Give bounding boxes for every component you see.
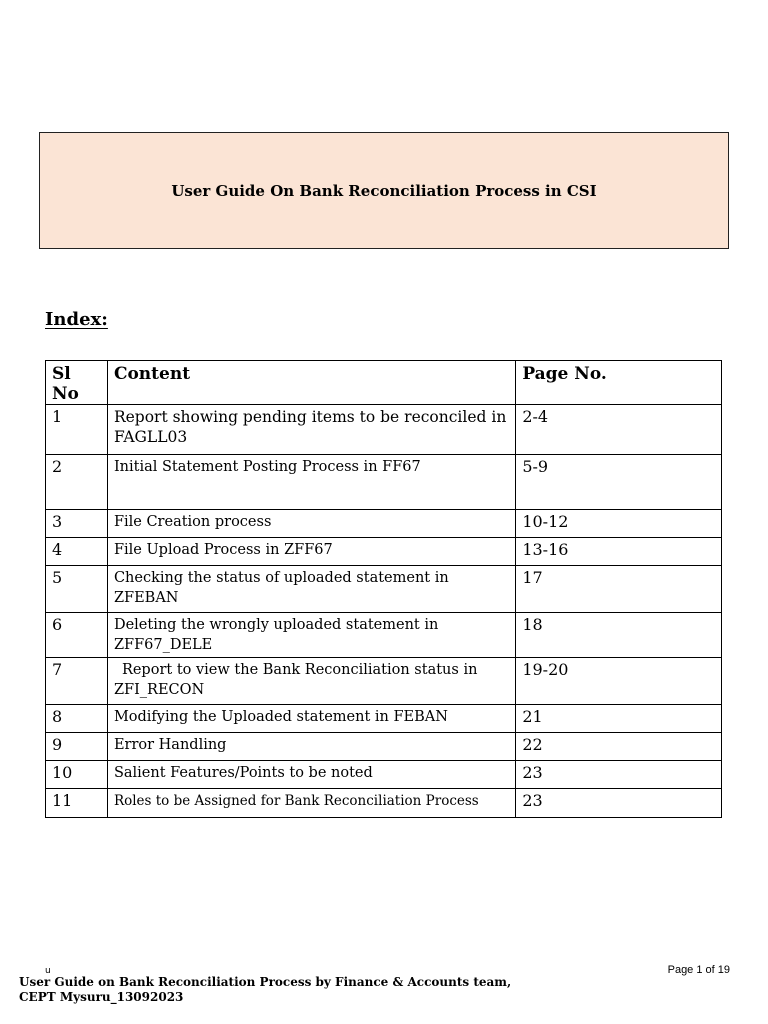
document-title-box xyxy=(39,132,729,249)
row-page-no: 23 xyxy=(516,761,722,789)
table-row xyxy=(46,789,722,818)
row-sl-no: 8 xyxy=(46,705,108,733)
row-page-no: 19-20 xyxy=(516,658,722,705)
row-page-no: 23 xyxy=(516,789,722,818)
row-content: Salient Features/Points to be noted xyxy=(107,761,515,789)
document-title: User Guide On Bank Reconciliation Process in CSI xyxy=(171,181,597,200)
column-header-content: Content xyxy=(107,361,515,405)
row-content: File Upload Process in ZFF67 xyxy=(107,538,515,566)
index-heading: Index: xyxy=(45,309,108,330)
row-content: File Creation process xyxy=(107,510,515,538)
row-sl-no: 6 xyxy=(46,613,108,658)
column-header-page-no: Page No. xyxy=(516,361,722,405)
row-content: Report to view the Bank Reconciliation status in ZFI_RECON xyxy=(107,658,515,705)
footer-text: User Guide on Bank Reconciliation Process by Finance & Accounts team, CEPT Mysuru_13092023 xyxy=(19,975,512,1004)
row-page-no: 10-12 xyxy=(516,510,722,538)
row-page-no: 22 xyxy=(516,733,722,761)
table-row xyxy=(46,658,722,705)
table-row xyxy=(46,455,722,510)
table-row xyxy=(46,613,722,658)
row-page-no: 13-16 xyxy=(516,538,722,566)
table-row xyxy=(46,538,722,566)
column-header-sl-no: Sl No xyxy=(46,361,108,405)
table-row xyxy=(46,566,722,613)
row-sl-no: 5 xyxy=(46,566,108,613)
row-sl-no: 11 xyxy=(46,789,108,818)
row-sl-no: 9 xyxy=(46,733,108,761)
page-number: Page 1 of 19 xyxy=(667,964,730,976)
row-content: Initial Statement Posting Process in FF67 xyxy=(107,455,515,510)
row-content: Error Handling xyxy=(107,733,515,761)
row-page-no: 18 xyxy=(516,613,722,658)
table-row xyxy=(46,733,722,761)
row-content: Deleting the wrongly uploaded statement in ZFF67_DELE xyxy=(107,613,515,658)
row-page-no: 2-4 xyxy=(516,405,722,455)
row-sl-no: 1 xyxy=(46,405,108,455)
row-sl-no: 3 xyxy=(46,510,108,538)
row-content: Checking the status of uploaded statement in ZFEBAN xyxy=(107,566,515,613)
row-sl-no: 2 xyxy=(46,455,108,510)
row-sl-no: 7 xyxy=(46,658,108,705)
row-sl-no: 4 xyxy=(46,538,108,566)
row-page-no: 17 xyxy=(516,566,722,613)
row-page-no: 21 xyxy=(516,705,722,733)
row-sl-no: 10 xyxy=(46,761,108,789)
table-row xyxy=(46,761,722,789)
row-page-no: 5-9 xyxy=(516,455,722,510)
footer-marker: u xyxy=(45,966,51,976)
table-row xyxy=(46,405,722,455)
row-content: Roles to be Assigned for Bank Reconciliation Process xyxy=(107,789,515,818)
row-content: Modifying the Uploaded statement in FEBAN xyxy=(107,705,515,733)
row-content: Report showing pending items to be reconciled in FAGLL03 xyxy=(107,405,515,455)
table-row xyxy=(46,705,722,733)
table-header-row xyxy=(46,361,722,405)
index-table xyxy=(45,360,722,818)
table-row xyxy=(46,510,722,538)
